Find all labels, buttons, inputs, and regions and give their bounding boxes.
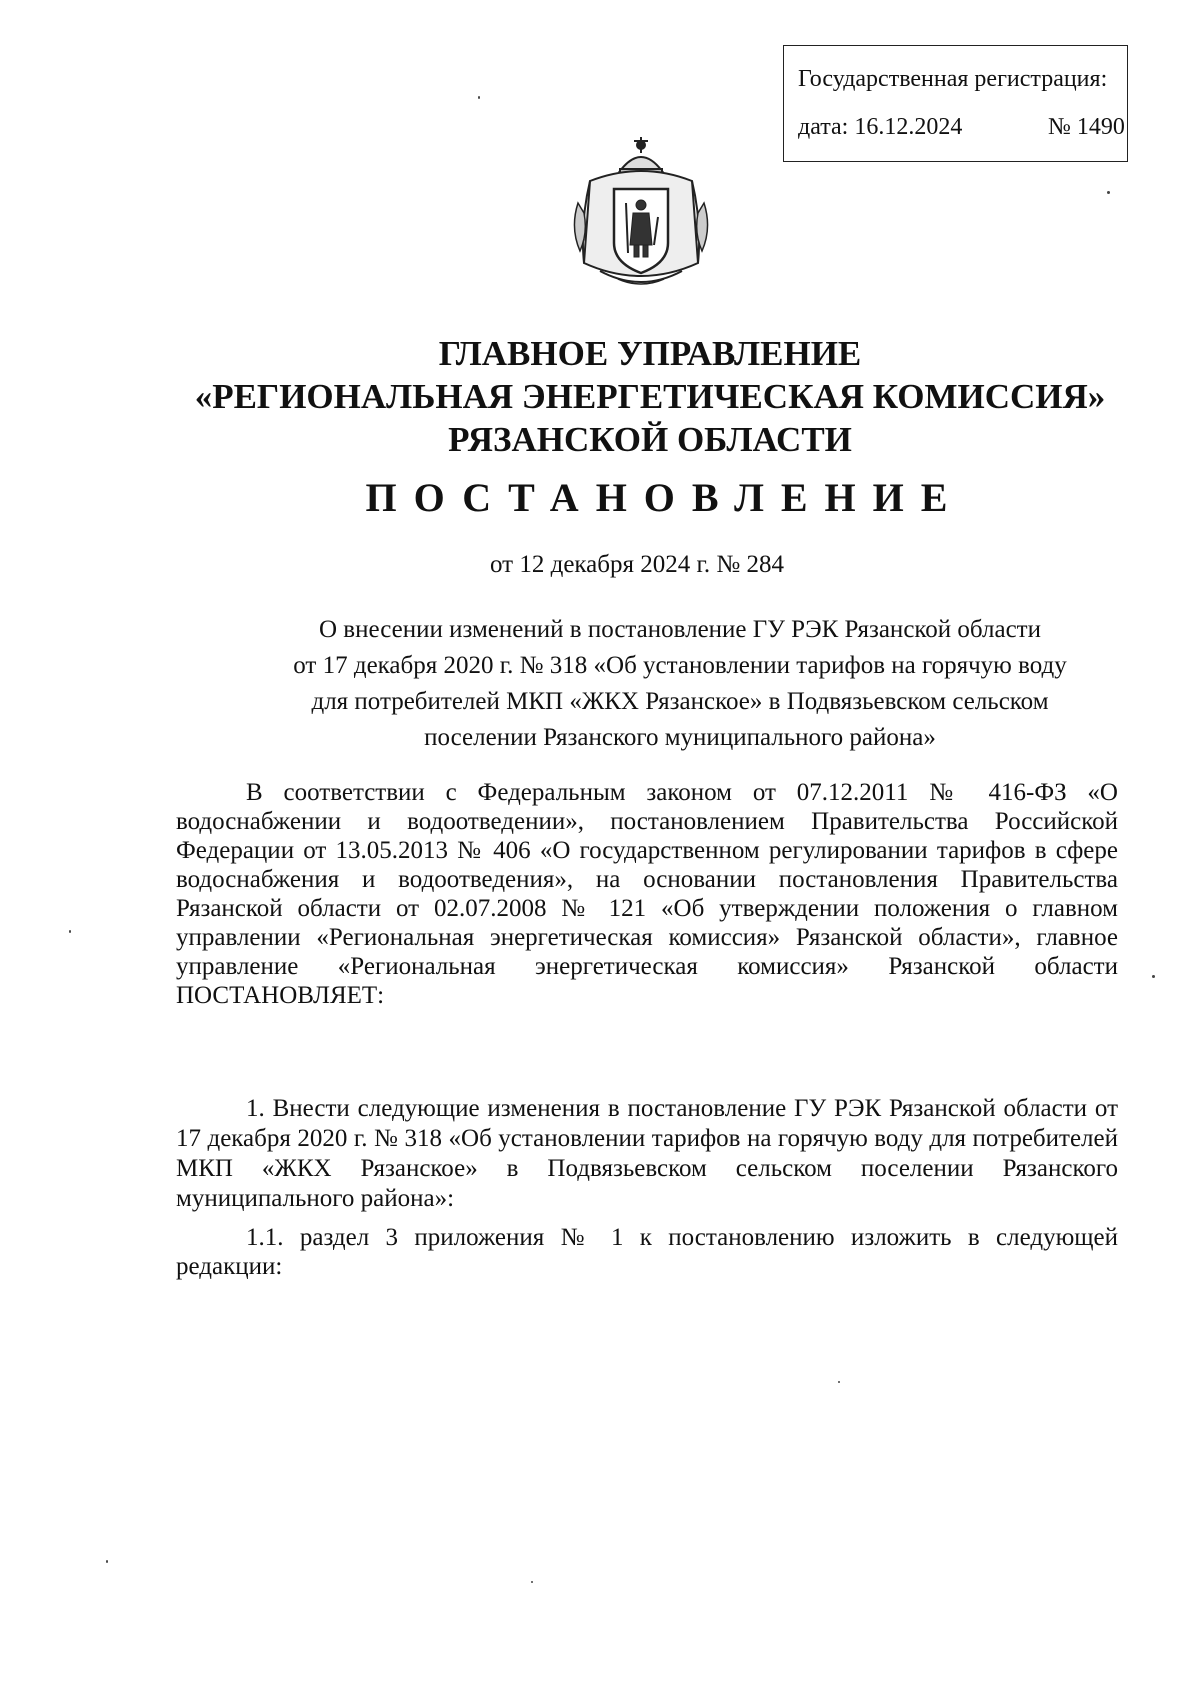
item-1-paragraph: 1. Внести следующие изменения в постановление ГУ РЭК Рязанской области от 17 декабря 2020 г. № 318 «Об установлении тарифов на горячую воду для потребителей МКП «ЖКХ Рязанское» в Подвязьевском сельском поселении Рязанского муниципального района»: bbox=[176, 1095, 1118, 1212]
scan-speck bbox=[531, 1581, 533, 1583]
org-line-1: ГЛАВНОЕ УПРАВЛЕНИЕ bbox=[438, 334, 862, 373]
registration-title: Государственная регистрация: bbox=[798, 66, 1108, 92]
scan-speck bbox=[1107, 191, 1110, 194]
subject-line-2: от 17 декабря 2020 г. № 318 «Об установлении тарифов на горячую воду bbox=[293, 652, 1067, 679]
scan-speck bbox=[838, 1381, 840, 1383]
subject-line-3: для потребителей МКП «ЖКХ Рязанское» в Подвязьевском сельском bbox=[311, 688, 1049, 715]
scan-speck bbox=[69, 930, 71, 933]
preamble-paragraph: В соответствии с Федеральным законом от 07.12.2011 № 416-ФЗ «О водоснабжении и водоотведении», постановлением Правительства Российской Федерации от 13.05.2013 № 406 «О государственном регулировании тарифов в сфере водоснабжения и водоотведения», на основании постановления Правительства Рязанской области от 02.07.2008 № 121 «Об утверждении положения о главном управлении «Региональная энергетическая комиссия» Рязанской области», главное управление «Региональная энергетическая комиссия» Рязанской области ПОСТАНОВЛЯЕТ: bbox=[176, 779, 1118, 1009]
item-1-1-paragraph: 1.1. раздел 3 приложения № 1 к постановлению изложить в следующей редакции: bbox=[176, 1224, 1118, 1280]
registration-stamp bbox=[783, 45, 1128, 162]
registration-date: дата: 16.12.2024 bbox=[798, 114, 963, 140]
registration-number: № 1490 bbox=[1048, 114, 1125, 140]
document-date-number: от 12 декабря 2024 г. № 284 bbox=[490, 551, 785, 578]
document-type: ПОСТАНОВЛЕНИЕ bbox=[365, 475, 965, 520]
document-subject bbox=[170, 612, 1190, 756]
scan-speck bbox=[106, 1560, 108, 1563]
organization-name bbox=[100, 332, 1200, 461]
subject-line-4: поселении Рязанского муниципального района» bbox=[424, 724, 936, 751]
scan-speck bbox=[478, 96, 480, 99]
registration-details bbox=[798, 112, 1125, 142]
subject-line-1: О внесении изменений в постановление ГУ РЭК Рязанской области bbox=[319, 616, 1041, 643]
org-line-3: РЯЗАНСКОЙ ОБЛАСТИ bbox=[448, 420, 852, 459]
ryazan-coat-of-arms-icon bbox=[570, 133, 712, 291]
scan-speck bbox=[1152, 975, 1155, 978]
org-line-2: «РЕГИОНАЛЬНАЯ ЭНЕРГЕТИЧЕСКАЯ КОМИССИЯ» bbox=[194, 377, 1106, 416]
